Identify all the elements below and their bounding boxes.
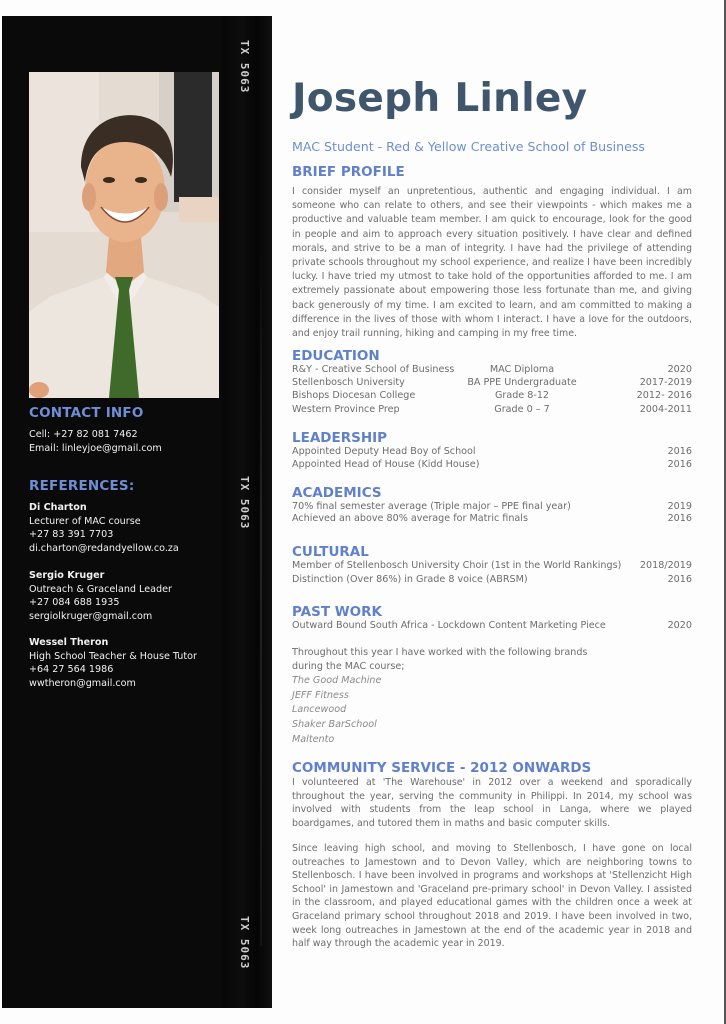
reference-phone: +64 27 564 1986: [29, 664, 114, 676]
past-work-item: Outward Bound South Africa - Lockdown Content Marketing Piece: [292, 620, 606, 631]
film-scratch: [260, 246, 262, 946]
brand-item: Lancewood: [292, 704, 347, 715]
cultural-item: Distinction (Over 86%) in Grade 8 voice (ABRSM): [292, 574, 528, 585]
film-code-bottom: TX 5063: [238, 916, 251, 970]
reference-name: Wessel Theron: [29, 637, 109, 648]
leadership-year: 2016: [667, 446, 692, 457]
portrait-image: [29, 72, 219, 398]
cultural-year: 2018/2019: [639, 560, 692, 571]
cultural-item: Member of Stellenbosch University Choir (1st in the World Rankings): [292, 560, 622, 571]
academics-item: 70% final semester average (Triple major – PPE final year): [292, 501, 571, 512]
leadership-row: [292, 446, 692, 460]
brand-item: Maltento: [292, 734, 335, 745]
education-years: 2020: [667, 364, 692, 375]
contact-details: [29, 428, 219, 455]
film-code-middle: TX 5063: [238, 476, 251, 530]
education-row: [292, 404, 692, 418]
cultural-year: 2016: [667, 574, 692, 585]
reference-role: Outreach & Graceland Leader: [29, 583, 172, 595]
education-school: Stellenbosch University: [292, 377, 405, 388]
academics-heading: ACADEMICS: [292, 485, 382, 501]
leadership-year: 2016: [667, 459, 692, 470]
past-work-intro: during the MAC course;: [292, 661, 405, 672]
reference-item: [29, 636, 219, 690]
education-school: Western Province Prep: [292, 404, 400, 415]
community-paragraph: I volunteered at 'The Warehouse' in 2012 over a weekend and sporadically throughout the year, serving the community in Philippi. In 2014, my school was involved with students from the leap school in Langa, where we played boardgames, and tutored them in maths and basic computer skills.: [292, 777, 692, 829]
reference-name: Di Charton: [29, 502, 87, 513]
education-years: 2012- 2016: [636, 390, 692, 401]
academics-row: [292, 513, 692, 527]
reference-email[interactable]: sergiolkruger@gmail.com: [29, 610, 153, 622]
reference-item: [29, 569, 219, 623]
leadership-heading: LEADERSHIP: [292, 430, 388, 446]
reference-phone: +27 83 391 7703: [29, 529, 114, 541]
candidate-subtitle: MAC Student - Red & Yellow Creative School of Business: [292, 139, 645, 154]
contact-email[interactable]: Email: linleyjoe@gmail.com: [29, 442, 162, 454]
past-work-year: 2020: [667, 620, 692, 631]
past-work-heading: PAST WORK: [292, 604, 382, 620]
academics-item: Achieved an above 80% average for Matric finals: [292, 513, 528, 524]
leadership-item: Appointed Deputy Head Boy of School: [292, 446, 476, 457]
education-qualification: Grade 8-12: [494, 390, 550, 401]
leadership-row: [292, 459, 692, 473]
cultural-row: [292, 574, 692, 588]
references-heading: REFERENCES:: [29, 478, 135, 494]
reference-role: High School Teacher & House Tutor: [29, 650, 197, 662]
profile-photo: [29, 72, 219, 398]
academics-year: 2016: [667, 513, 692, 524]
education-row: [292, 364, 692, 378]
past-work-intro: Throughout this year I have worked with the following brands: [292, 647, 588, 658]
reference-phone: +27 084 688 1935: [29, 597, 120, 609]
community-heading: COMMUNITY SERVICE - 2012 ONWARDS: [292, 760, 592, 776]
education-school: Bishops Diocesan College: [292, 390, 416, 401]
reference-email[interactable]: di.charton@redandyellow.co.za: [29, 542, 179, 554]
education-years: 2004-2011: [639, 404, 692, 415]
contact-heading: CONTACT INFO: [29, 405, 144, 421]
reference-item: [29, 501, 219, 555]
education-years: 2017-2019: [639, 377, 692, 388]
reference-role: Lecturer of MAC course: [29, 515, 141, 527]
cultural-row: [292, 560, 692, 574]
education-row: [292, 377, 692, 391]
candidate-name: Joseph Linley: [292, 76, 588, 121]
education-qualification: BA PPE Undergraduate: [467, 377, 577, 388]
brand-item: Shaker BarSchool: [292, 719, 377, 730]
brand-item: JEFF Fitness: [292, 690, 349, 701]
leadership-item: Appointed Head of House (Kidd House): [292, 459, 480, 470]
brand-item: The Good Machine: [292, 675, 382, 686]
profile-text: I consider myself an unpretentious, authentic and engaging individual. I am someone who can relate to others, and see their viewpoints - which makes me a productive and valuable team member. I am quick to encourage, look for the good in people and aim to approach every situation positively. I have clear and defined morals, and strive to be a man of integrity. I have had the privilege of attending private schools throughout my school experience, and realize I have been incredibly lucky. I have tried my utmost to take hold of the opportunities afforded to me. I am extremely passionate about empowering those less fortunate than me, and giving back generously of my time. I am excited to learn, and am committed to making a difference in the lives of those with whom I interact. I have a love for the outdoors, and enjoy trail running, hiking and camping in my free time.: [292, 186, 692, 340]
education-heading: EDUCATION: [292, 348, 380, 364]
reference-name: Sergio Kruger: [29, 570, 105, 581]
reference-email[interactable]: wwtheron@gmail.com: [29, 677, 136, 689]
contact-cell: Cell: +27 82 081 7462: [29, 429, 138, 440]
education-qualification: MAC Diploma: [489, 364, 555, 375]
past-work-row: [292, 620, 692, 634]
academics-year: 2019: [667, 501, 692, 512]
education-school: R&Y - Creative School of Business: [292, 364, 455, 375]
community-paragraph: Since leaving high school, and moving to Stellenbosch, I have gone on local outreaches to Jamestown and to Devon Valley, which are neighboring towns to Stellenbosch. I have been involved in programs and workshops at 'Stellenzicht High School' in Jamestown and 'Graceland pre-primary school' in Devon Valley. I assisted in the classroom, and played educational games with the children once a week at Graceland primary school throughout 2018 and 2019. I have been involved in two, week long outreaches in Jamestown at the end of the academic year in 2018 and half way through the academic year in 2019.: [292, 843, 692, 950]
education-row: [292, 390, 692, 404]
cultural-heading: CULTURAL: [292, 544, 369, 560]
education-qualification: Grade 0 – 7: [494, 404, 550, 415]
film-code-top: TX 5063: [238, 40, 251, 94]
profile-heading: BRIEF PROFILE: [292, 164, 405, 180]
